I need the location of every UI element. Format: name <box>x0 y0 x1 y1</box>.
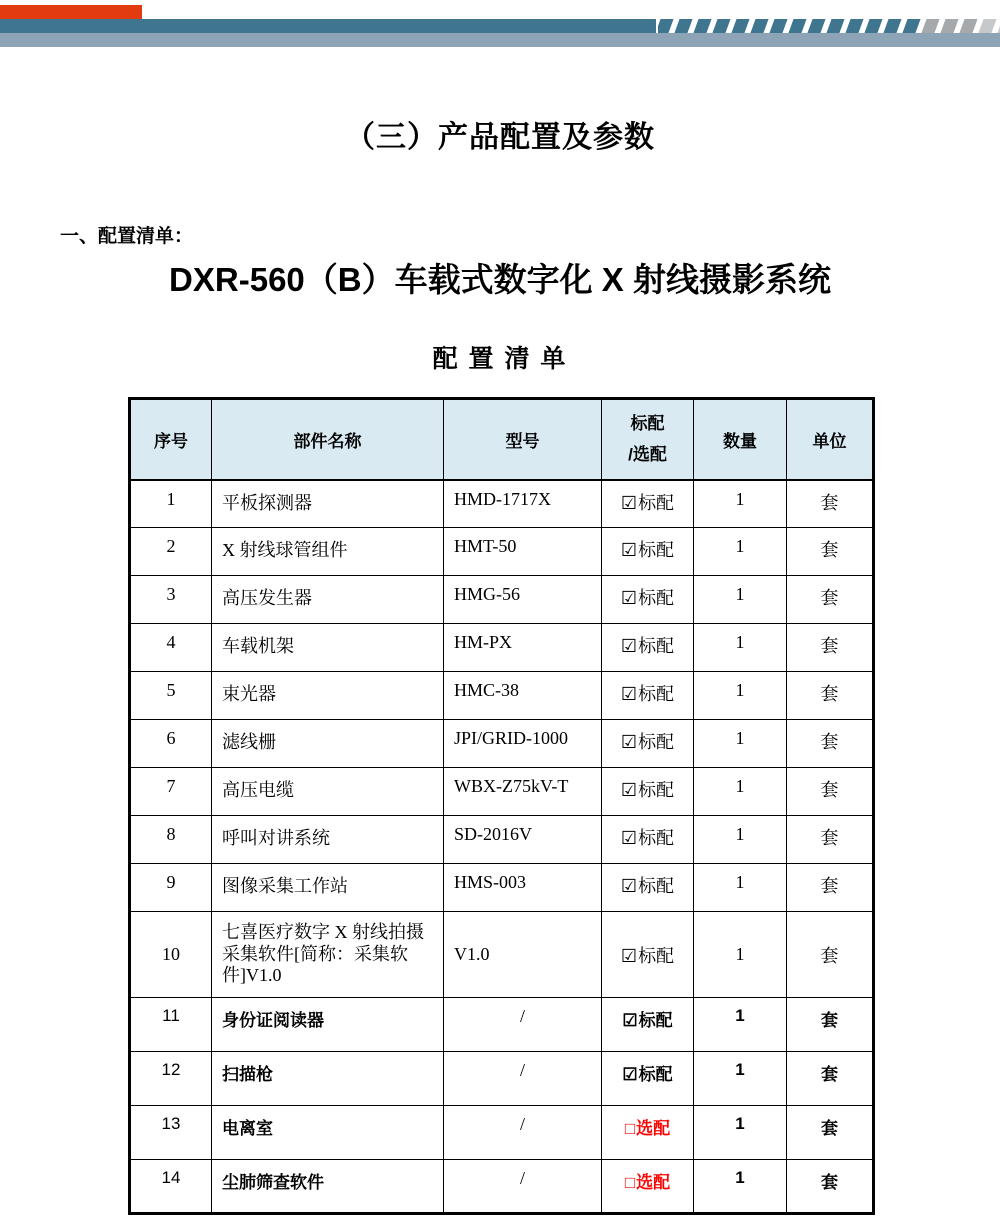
quantity-cell: 1 <box>694 720 787 768</box>
config-cell <box>602 672 694 720</box>
quantity-cell: 1 <box>694 1106 787 1160</box>
banner-stripe <box>864 19 882 33</box>
col-header-config-line1: 标配 <box>630 414 665 434</box>
col-header-model: 型号 <box>444 399 602 480</box>
unit-cell: 套 <box>787 816 874 864</box>
quantity-cell: 1 <box>694 528 787 576</box>
table-row <box>130 528 874 576</box>
unit-cell: 套 <box>787 1160 874 1214</box>
col-header-name: 部件名称 <box>212 399 444 480</box>
part-name-cell: 呼叫对讲系统 <box>212 816 444 864</box>
checkbox-checked-icon: ☑ <box>620 540 638 560</box>
part-name-cell: 高压电缆 <box>212 768 444 816</box>
unit-cell: 套 <box>787 480 874 528</box>
banner-stripe <box>693 19 711 33</box>
model-cell: HMG-56 <box>444 576 602 624</box>
checkbox-checked-icon: ☑ <box>620 588 638 608</box>
table-row <box>130 672 874 720</box>
header-banner <box>0 0 1000 47</box>
col-header-no: 序号 <box>130 399 212 480</box>
quantity-cell: 1 <box>694 864 787 912</box>
config-cell <box>602 912 694 998</box>
model-cell: / <box>444 1160 602 1214</box>
unit-cell: 套 <box>787 576 874 624</box>
banner-stripe <box>674 19 692 33</box>
quantity-cell: 1 <box>694 480 787 528</box>
model-cell: HMD-1717X <box>444 480 602 528</box>
quantity-cell: 1 <box>694 1160 787 1214</box>
row-number-cell: 8 <box>130 816 212 864</box>
config-cell <box>602 768 694 816</box>
checkbox-checked-icon: ☑ <box>620 780 638 800</box>
banner-stripe <box>845 19 863 33</box>
unit-cell: 套 <box>787 1106 874 1160</box>
row-number-cell: 5 <box>130 672 212 720</box>
quantity-cell: 1 <box>694 912 787 998</box>
unit-cell: 套 <box>787 912 874 998</box>
table-row <box>130 1106 874 1160</box>
checkbox-checked-icon: ☑ <box>620 636 638 656</box>
banner-stripe <box>883 19 901 33</box>
config-option-label: 标配 <box>638 636 675 656</box>
checkbox-checked-icon: ☑ <box>620 492 638 513</box>
table-row <box>130 1052 874 1106</box>
checkbox-checked-icon: ☑ <box>620 684 638 704</box>
config-cell <box>602 624 694 672</box>
unit-cell: 套 <box>787 998 874 1052</box>
part-name-cell: 高压发生器 <box>212 576 444 624</box>
banner-stripe <box>978 19 996 33</box>
banner-red-block <box>0 5 142 19</box>
model-cell: / <box>444 1052 602 1106</box>
checkbox-unchecked-icon: □ <box>624 1173 636 1192</box>
config-option-label: 标配 <box>638 828 675 848</box>
banner-stripe <box>959 19 977 33</box>
section-label: 一、配置清单： <box>60 226 194 247</box>
table-row <box>130 912 874 998</box>
table-row <box>130 480 874 528</box>
banner-stripe <box>826 19 844 33</box>
banner-teal-band <box>0 19 656 33</box>
config-option-label: 标配 <box>638 492 675 513</box>
config-cell <box>602 1160 694 1214</box>
quantity-cell: 1 <box>694 998 787 1052</box>
table-title: 配 置 清 单 <box>432 345 568 373</box>
unit-cell: 套 <box>787 1052 874 1106</box>
checkbox-checked-icon: ☑ <box>622 1011 638 1030</box>
quantity-cell: 1 <box>694 624 787 672</box>
quantity-cell: 1 <box>694 672 787 720</box>
product-title: DXR-560（B）车载式数字化 X 射线摄影系统 <box>169 261 831 298</box>
table-row <box>130 816 874 864</box>
banner-stripe <box>750 19 768 33</box>
col-header-config-line2: /选配 <box>628 445 667 465</box>
unit-cell: 套 <box>787 672 874 720</box>
table-row <box>130 624 874 672</box>
config-option-label: 标配 <box>638 540 675 560</box>
part-name-cell: 束光器 <box>212 672 444 720</box>
row-number-cell: 7 <box>130 768 212 816</box>
model-cell: / <box>444 998 602 1052</box>
table-row <box>130 864 874 912</box>
col-header-config <box>602 399 694 480</box>
part-name-cell: X 射线球管组件 <box>212 528 444 576</box>
config-option-label: 标配 <box>638 1065 673 1084</box>
part-name-cell: 尘肺筛查软件 <box>212 1160 444 1214</box>
row-number-cell: 10 <box>130 912 212 998</box>
quantity-cell: 1 <box>694 768 787 816</box>
banner-stripe <box>807 19 825 33</box>
row-number-cell: 6 <box>130 720 212 768</box>
quantity-cell: 1 <box>694 1052 787 1106</box>
banner-stripe <box>712 19 730 33</box>
config-cell <box>602 576 694 624</box>
config-option-label: 选配 <box>636 1119 671 1138</box>
model-cell: WBX-Z75kV-T <box>444 768 602 816</box>
row-number-cell: 13 <box>130 1106 212 1160</box>
banner-stripe <box>921 19 939 33</box>
part-name-cell: 滤线栅 <box>212 720 444 768</box>
unit-cell: 套 <box>787 624 874 672</box>
config-cell <box>602 528 694 576</box>
config-option-label: 标配 <box>638 876 675 896</box>
table-row <box>130 720 874 768</box>
banner-stripe <box>788 19 806 33</box>
row-number-cell: 14 <box>130 1160 212 1214</box>
config-cell <box>602 1106 694 1160</box>
table-header-row <box>130 399 874 480</box>
col-header-qty: 数量 <box>694 399 787 480</box>
row-number-cell: 12 <box>130 1052 212 1106</box>
config-cell <box>602 1052 694 1106</box>
part-name-cell: 平板探测器 <box>212 480 444 528</box>
model-cell: SD-2016V <box>444 816 602 864</box>
checkbox-checked-icon: ☑ <box>620 876 638 896</box>
banner-stripe <box>658 19 674 33</box>
model-cell: HMC-38 <box>444 672 602 720</box>
part-name-cell: 身份证阅读器 <box>212 998 444 1052</box>
row-number-cell: 4 <box>130 624 212 672</box>
part-name-cell: 车载机架 <box>212 624 444 672</box>
part-name-cell: 七喜医疗数字 X 射线拍摄采集软件[简称：采集软件]V1.0 <box>212 912 444 998</box>
model-cell: HM-PX <box>444 624 602 672</box>
table-row <box>130 768 874 816</box>
checkbox-checked-icon: ☑ <box>620 945 638 966</box>
row-number-cell: 9 <box>130 864 212 912</box>
config-option-label: 标配 <box>638 945 675 966</box>
row-number-cell: 2 <box>130 528 212 576</box>
banner-stripe <box>902 19 920 33</box>
unit-cell: 套 <box>787 768 874 816</box>
page-title: （三）产品配置及参数 <box>345 121 655 154</box>
banner-diagonal-stripes <box>658 19 1000 33</box>
config-option-label: 标配 <box>638 780 675 800</box>
checkbox-unchecked-icon: □ <box>624 1119 636 1138</box>
quantity-cell: 1 <box>694 576 787 624</box>
row-number-cell: 3 <box>130 576 212 624</box>
unit-cell: 套 <box>787 720 874 768</box>
checkbox-checked-icon: ☑ <box>622 1065 638 1084</box>
config-option-label: 标配 <box>638 588 675 608</box>
row-number-cell: 11 <box>130 998 212 1052</box>
banner-light-band <box>0 33 1000 47</box>
part-name-cell: 电离室 <box>212 1106 444 1160</box>
checkbox-checked-icon: ☑ <box>620 732 638 752</box>
config-cell <box>602 816 694 864</box>
checkbox-checked-icon: ☑ <box>620 828 638 848</box>
row-number-cell: 1 <box>130 480 212 528</box>
model-cell: HMS-003 <box>444 864 602 912</box>
config-option-label: 标配 <box>638 732 675 752</box>
config-option-label: 标配 <box>638 684 675 704</box>
config-option-label: 标配 <box>638 1011 673 1030</box>
part-name-cell: 扫描枪 <box>212 1052 444 1106</box>
config-cell <box>602 720 694 768</box>
part-name-cell: 图像采集工作站 <box>212 864 444 912</box>
table-row <box>130 1160 874 1214</box>
table-row <box>130 576 874 624</box>
config-cell <box>602 480 694 528</box>
table-body <box>130 480 874 1214</box>
unit-cell: 套 <box>787 528 874 576</box>
configuration-table <box>128 397 875 1215</box>
config-option-label: 选配 <box>636 1173 671 1192</box>
banner-stripe <box>769 19 787 33</box>
config-cell <box>602 998 694 1052</box>
model-cell: / <box>444 1106 602 1160</box>
model-cell: JPI/GRID-1000 <box>444 720 602 768</box>
quantity-cell: 1 <box>694 816 787 864</box>
col-header-unit: 单位 <box>787 399 874 480</box>
model-cell: HMT-50 <box>444 528 602 576</box>
unit-cell: 套 <box>787 864 874 912</box>
banner-stripe <box>731 19 749 33</box>
model-cell: V1.0 <box>444 912 602 998</box>
config-cell <box>602 864 694 912</box>
table-row <box>130 998 874 1052</box>
banner-stripe <box>940 19 958 33</box>
